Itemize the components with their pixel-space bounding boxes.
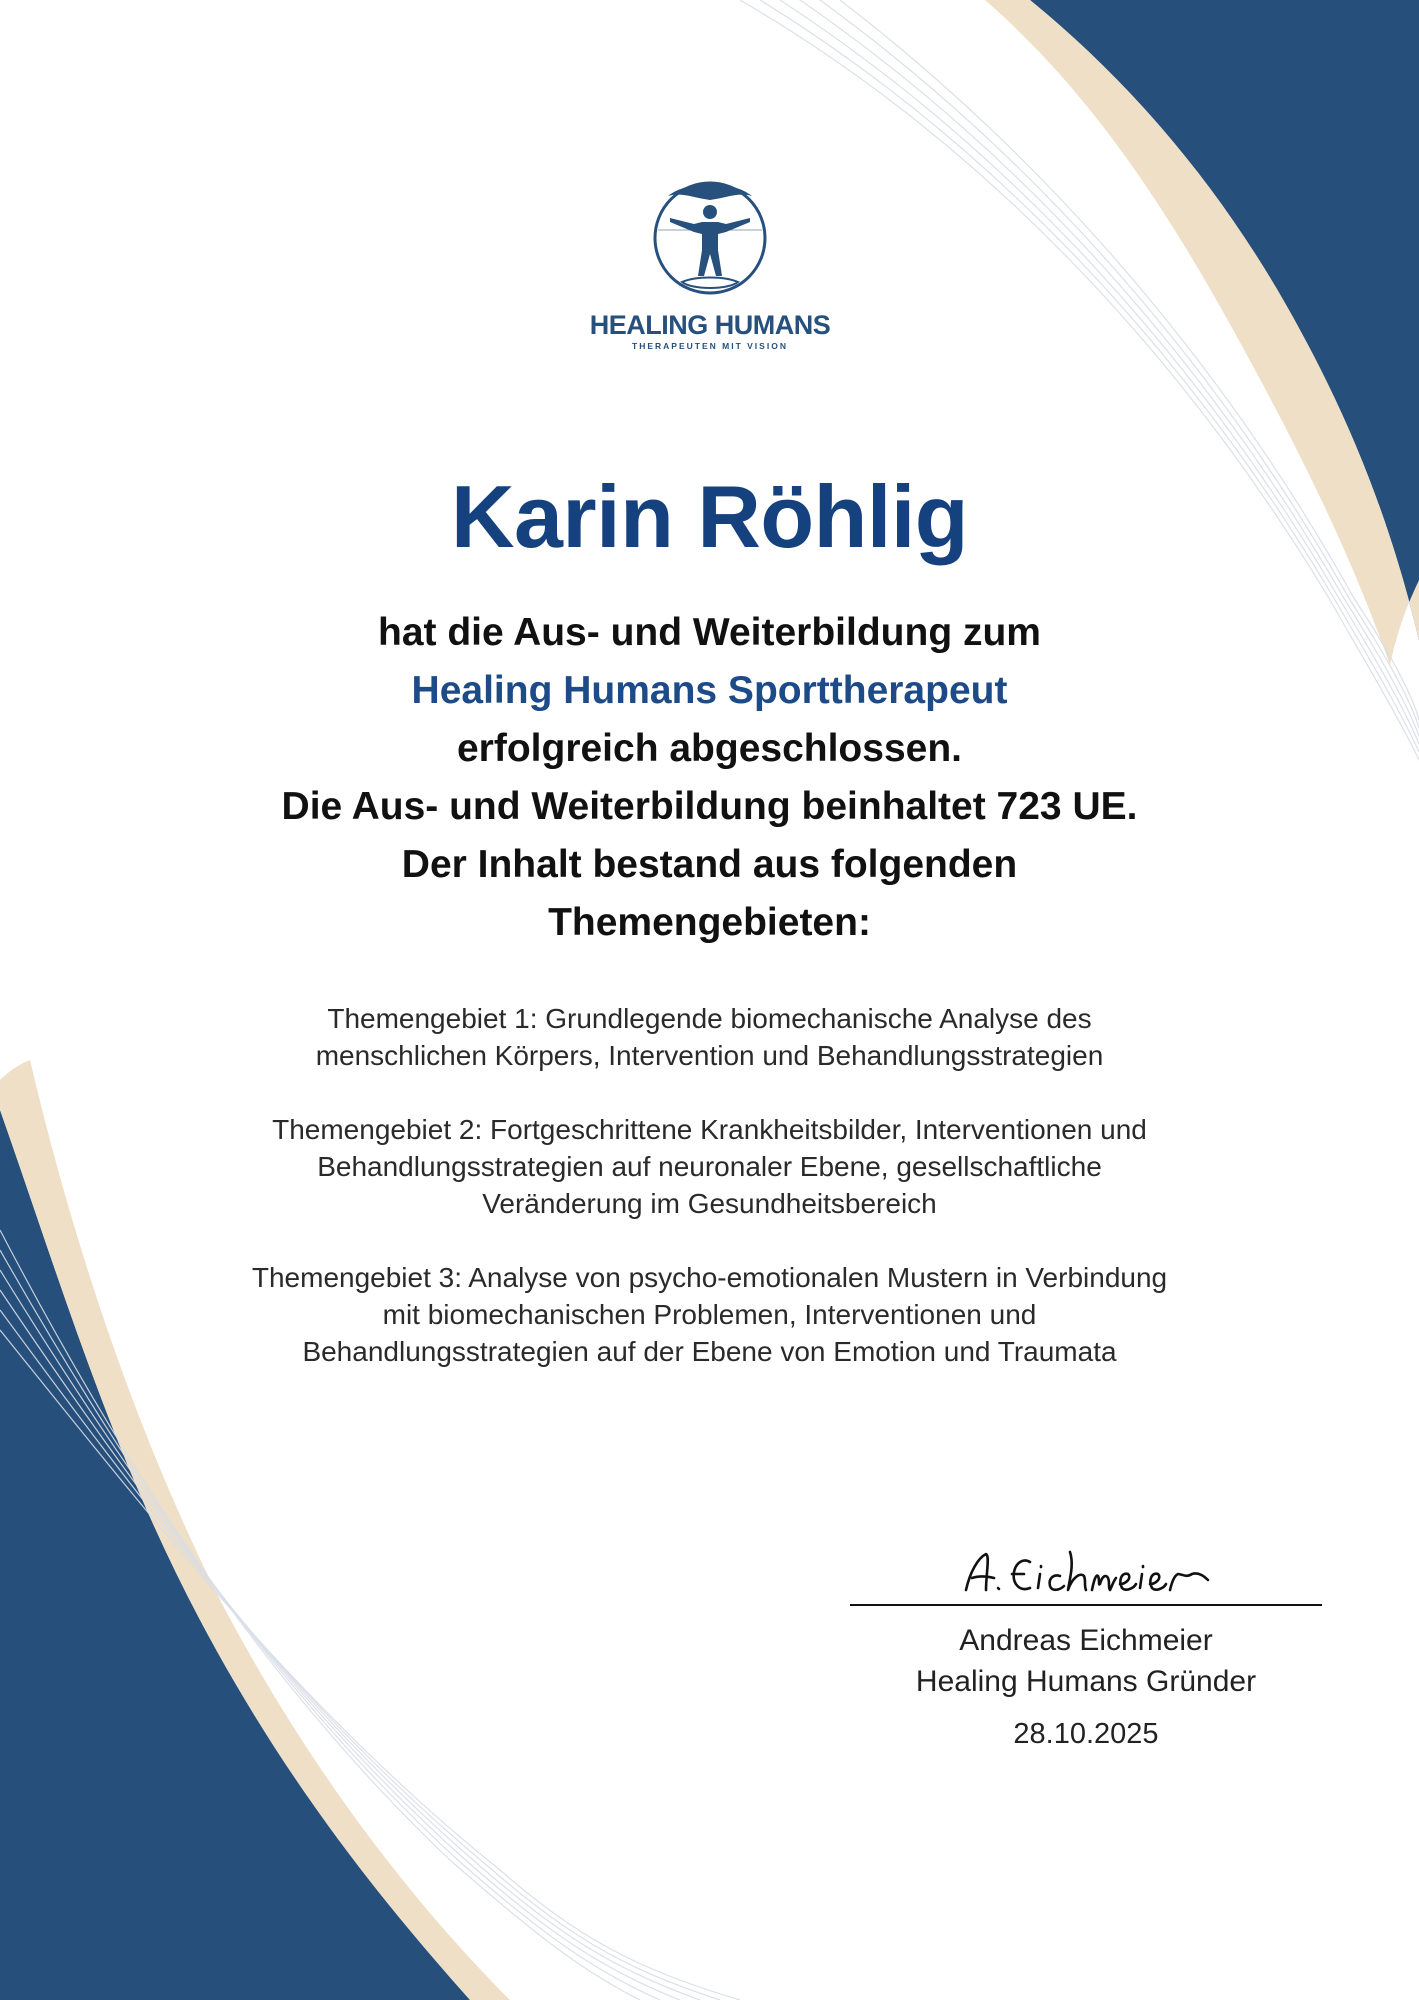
topic-line: Veränderung im Gesundheitsbereich bbox=[482, 1188, 937, 1219]
statement-line-6: Themengebieten: bbox=[548, 901, 871, 944]
handwritten-signature bbox=[956, 1544, 1216, 1600]
topic-line: Themengebiet 2: Fortgeschrittene Krankheitsbilder, Interventionen und bbox=[272, 1114, 1147, 1145]
statement-line-5: Der Inhalt bestand aus folgenden bbox=[401, 843, 1018, 886]
signature-block bbox=[850, 1544, 1322, 1751]
topic-item bbox=[140, 1111, 1279, 1222]
program-name: Healing Humans Sporttherapeut bbox=[411, 669, 1008, 712]
topic-line: menschlichen Körpers, Intervention und Behandlungsstrategien bbox=[315, 1040, 1104, 1071]
topics-list bbox=[140, 1000, 1279, 1407]
topic-line: mit biomechanischen Problemen, Interventionen und bbox=[382, 1299, 1037, 1330]
topic-line: Behandlungsstrategien auf der Ebene von Emotion und Traumata bbox=[302, 1336, 1117, 1367]
recipient-name: Karin Röhlig bbox=[450, 467, 969, 566]
completion-statement bbox=[0, 604, 1419, 952]
statement-line-1: hat die Aus- und Weiterbildung zum bbox=[378, 611, 1041, 654]
logo-brand-name: HEALING HUMANS bbox=[589, 310, 831, 340]
topic-line: Themengebiet 1: Grundlegende biomechanische Analyse des bbox=[327, 1003, 1092, 1034]
statement-line-4: Die Aus- und Weiterbildung beinhaltet 723 UE. bbox=[281, 785, 1138, 828]
signer-details bbox=[850, 1620, 1322, 1702]
signature-line bbox=[850, 1604, 1322, 1606]
issue-date: 28.10.2025 bbox=[1013, 1718, 1159, 1750]
signer-role: Healing Humans Gründer bbox=[915, 1665, 1257, 1698]
topic-line: Behandlungsstrategien auf neuronaler Ebene, gesellschaftliche bbox=[317, 1151, 1102, 1182]
statement-line-3: erfolgreich abgeschlossen. bbox=[456, 727, 962, 770]
topic-item bbox=[140, 1000, 1279, 1074]
signer-name: Andreas Eichmeier bbox=[959, 1624, 1213, 1657]
vitruvian-figure-icon bbox=[648, 180, 772, 304]
topic-item bbox=[140, 1259, 1279, 1370]
brand-logo bbox=[560, 180, 860, 360]
topic-line: Themengebiet 3: Analyse von psycho-emotionalen Mustern in Verbindung bbox=[251, 1262, 1168, 1293]
logo-tagline: THERAPEUTEN MIT VISION bbox=[632, 341, 788, 351]
